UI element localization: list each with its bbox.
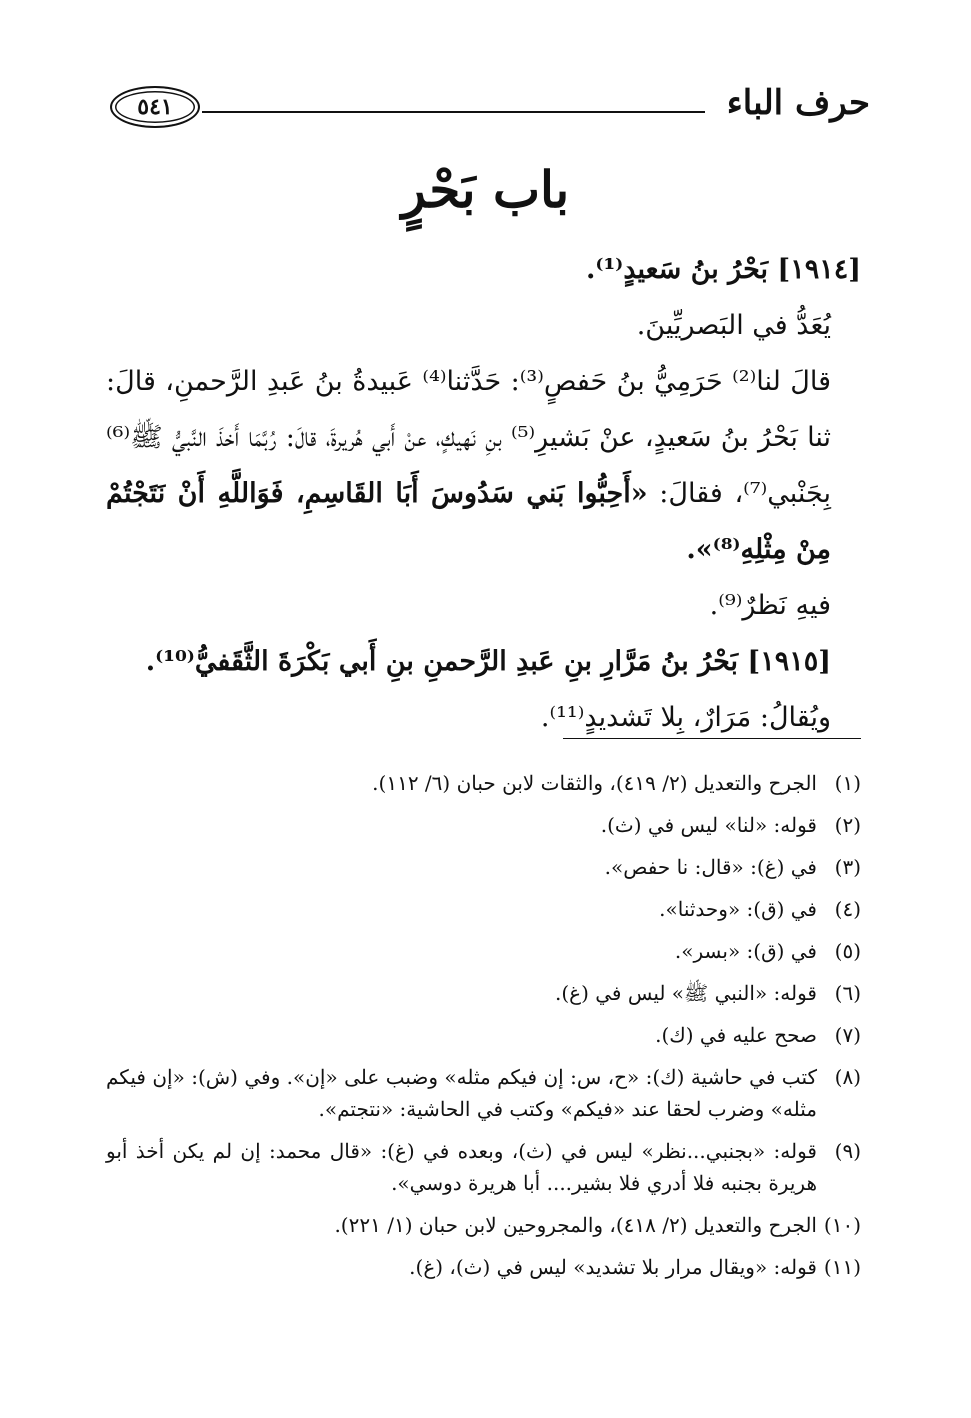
footnote <box>106 930 861 972</box>
footnote <box>106 804 861 846</box>
footnote-text: الجرح والتعديل (٢/ ٤١٩)، والثقات لابن حبان (٦/ ١١٢). <box>372 771 817 795</box>
footnote-text: في (ق): «بسر». <box>674 939 817 963</box>
footnote-number: (٧) <box>834 1023 861 1047</box>
running-head: حرف الباء <box>726 83 870 123</box>
footnote-number: (٥) <box>834 939 861 963</box>
footnote <box>106 888 861 930</box>
footnote-number: (١٠) <box>823 1213 861 1237</box>
page-number: ٥٤١ <box>110 86 200 128</box>
page-header <box>110 78 870 134</box>
footnote-text: كتب في حاشية (ك): «ح، س: إن فيكم مثله» وضبب على «إن». وفي (ش): «إن فيكم مثله» وضرب لحقا عند «فيكم» وكتب في الحاشية: «نتجتم». <box>106 1065 817 1121</box>
entry-1914-note: فيهِ نَظرٌ⁽⁹⁾. <box>709 590 831 621</box>
footnote-number: (١١) <box>823 1255 861 1279</box>
footnote-text: صحح عليه في (ك). <box>655 1023 817 1047</box>
footnote-text: قوله: «بجنبي...نظر» ليس في (ث)، وبعده في (غ): «قال محمد: إن لم يكن أخذ أبو هريرة بجنبه فلا أدري فلا بشير.... أبا هريرة دوسي». <box>106 1139 817 1195</box>
entry-1915-line: ويُقالُ: مَرَارٌ، بِلا تَشديدٍ⁽¹¹⁾. <box>540 702 831 733</box>
footnote-number: (٦) <box>834 981 861 1005</box>
footnotes <box>106 762 861 1288</box>
footnote <box>106 1014 861 1056</box>
footnote-number: (٨) <box>834 1065 861 1089</box>
main-text <box>106 242 861 746</box>
footnote-number: (١) <box>834 771 861 795</box>
footnote-text: قوله: «النبي ﷺ» ليس في (غ). <box>554 981 817 1005</box>
entry-1914-line: يُعَدُّ في البَصريِّينَ. <box>636 310 831 341</box>
entry-1914-paragraph <box>106 354 861 578</box>
footnote <box>106 972 861 1014</box>
footnote-number: (٣) <box>834 855 861 879</box>
footnote-text: في (غ): «قال: نا حفص». <box>604 855 817 879</box>
footnote-text: قوله: «لنا» ليس في (ث). <box>600 813 817 837</box>
footnote-number: (٢) <box>834 813 861 837</box>
footnote-number: (٤) <box>834 897 861 921</box>
footnote <box>106 1056 861 1130</box>
footnote-text: قوله: «ويقال مرار بلا تشديد» ليس في (ث)، (غ). <box>409 1255 817 1279</box>
footnote <box>106 1246 861 1288</box>
header-rule <box>202 111 705 113</box>
entry-1915-heading: [١٩١٥] بَحْرُ بنُ مَرَّارِ بنِ عَبدِ الرَّحمنِ بنِ أَبي بَكْرَةَ الثَّقَفيُّ⁽¹⁰⁾. <box>145 646 831 677</box>
footnote <box>106 762 861 804</box>
footnote-number: (٩) <box>834 1139 861 1163</box>
footnote-text: في (ق): «وحدثنا». <box>659 897 817 921</box>
footnote <box>106 1130 861 1204</box>
footnote-text: الجرح والتعديل (٢/ ٤١٨)، والمجروحين لابن حبان (١/ ٢٢١). <box>334 1213 817 1237</box>
entry-1914-isnad: قالَ لنا⁽²⁾ حَرَمِيُّ بنُ حَفصٍ⁽³⁾: حَدَّثنا⁽⁴⁾ عَبيدةُ بنُ عَبدِ الرَّحمنِ، قالَ: ثنا بَحْرُ بنُ سَعيدٍ، عنْ بَشيرِ⁽⁵⁾ بنِ نَهيكٍ، عنْ أَبي هُريرةَ، قالَ: رُبَّمَا أَخذَ النَّبيُّ ﷺ⁽⁶⁾ بِجَنْبي⁽⁷⁾، فقالَ: <box>106 366 831 509</box>
chapter-title: باب بَحْرٍ <box>401 160 570 219</box>
entry-1914-hadith-quote: «أَحِبُّوا بَني سَدُوسَ أَبَا القَاسِمِ، فَوَاللَّهِ أَنْ نَتَجْتُمْ مِنْ مِثْلِهِ⁽⁸⁾». <box>106 478 831 565</box>
footnote-rule <box>563 738 861 739</box>
footnote <box>106 846 861 888</box>
footnote <box>106 1204 861 1246</box>
entry-1914-heading: [١٩١٤] بَحْرُ بنُ سَعيدٍ⁽¹⁾. <box>586 254 861 285</box>
